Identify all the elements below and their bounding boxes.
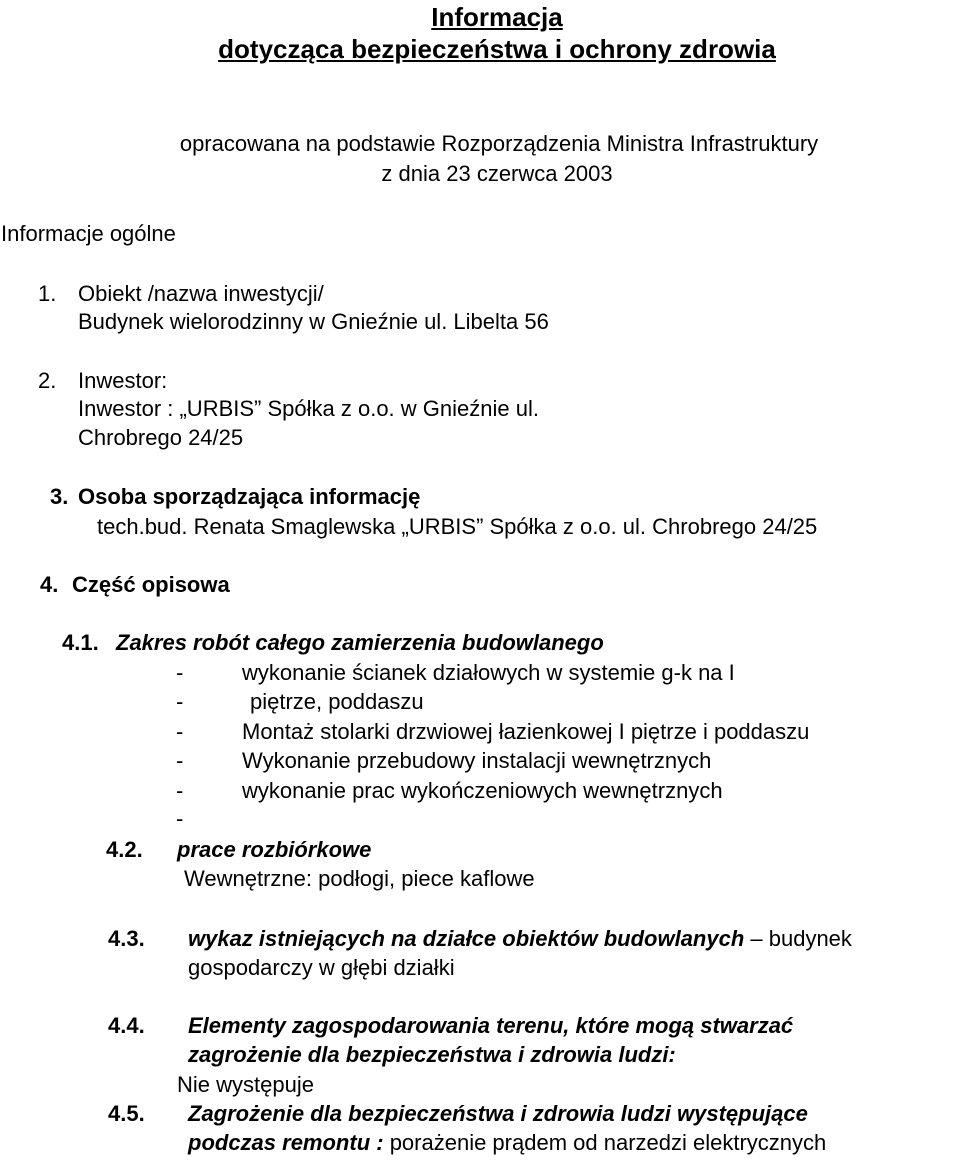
section-1-number: 1.	[38, 281, 57, 306]
section-3-number: 3.	[50, 484, 69, 509]
list-dash: -	[176, 748, 184, 773]
list-item: Wykonanie przebudowy instalacji wewnętrznych	[242, 748, 712, 773]
section-4-5-heading: Zagrożenie dla bezpieczeństwa i zdrowia ludzi występujące	[188, 1101, 808, 1126]
section-4-3-heading: wykaz istniejących na działce obiektów budowlanych	[188, 926, 745, 951]
section-4-3-number: 4.3.	[108, 926, 145, 951]
section-2-number: 2.	[38, 368, 57, 393]
section-1-heading: Obiekt /nazwa inwestycji/	[78, 281, 324, 306]
section-4-3-text-cont: gospodarczy w głębi działki	[188, 955, 455, 980]
section-4-5-line	[188, 1130, 826, 1156]
section-4-3-text: – budynek	[744, 926, 852, 951]
section-4-5-heading-cont: podczas remontu :	[188, 1130, 384, 1155]
section-4-4-heading: Elementy zagospodarowania terenu, które mogą stwarzać	[188, 1013, 794, 1038]
section-4-2-number: 4.2.	[106, 837, 143, 862]
list-item: piętrze, poddaszu	[250, 689, 424, 714]
list-dash: -	[176, 689, 184, 714]
list-item: wykonanie ścianek działowych w systemie g-k na I	[242, 660, 735, 685]
section-4-3-line	[188, 926, 852, 952]
section-4-5-number: 4.5.	[108, 1101, 145, 1126]
list-dash: -	[176, 806, 184, 831]
list-item: Montaż stolarki drzwiowej łazienkowej I piętrze i poddaszu	[242, 719, 810, 744]
general-heading: Informacje ogólne	[1, 221, 176, 246]
list-dash: -	[176, 660, 184, 685]
section-4-2-heading: prace rozbiórkowe	[177, 837, 372, 862]
section-3-text: tech.bud. Renata Smaglewska „URBIS” Spółka z o.o. ul. Chrobrego 24/25	[97, 514, 818, 539]
document-title: Informacja	[431, 2, 563, 32]
section-3-heading: Osoba sporządzająca informację	[78, 484, 421, 509]
list-dash: -	[176, 719, 184, 744]
section-4-1-heading: Zakres robót całego zamierzenia budowlanego	[116, 630, 604, 655]
section-4-1-number: 4.1.	[62, 630, 99, 655]
section-1-text: Budynek wielorodzinny w Gnieźnie ul. Libelta 56	[78, 309, 549, 334]
section-4-2-text: Wewnętrzne: podłogi, piece kaflowe	[184, 866, 535, 891]
section-4-4-heading-cont: zagrożenie dla bezpieczeństwa i zdrowia ludzi:	[188, 1042, 676, 1067]
list-item: wykonanie prac wykończeniowych wewnętrznych	[242, 778, 723, 803]
section-4-5-text: porażenie prądem od narzedzi elektrycznych	[383, 1130, 827, 1155]
section-4-4-text: Nie występuje	[177, 1072, 314, 1097]
document-title-line2: dotycząca bezpieczeństwa i ochrony zdrowia	[218, 34, 776, 64]
section-4-4-number: 4.4.	[108, 1013, 145, 1038]
section-2-text-cont: Chrobrego 24/25	[78, 425, 244, 450]
section-4-heading: Część opisowa	[72, 572, 230, 597]
section-4-number: 4.	[40, 572, 59, 597]
document-subtitle: opracowana na podstawie Rozporządzenia Ministra Infrastruktury	[179, 131, 819, 156]
document-subtitle-date: z dnia 23 czerwca 2003	[381, 161, 613, 186]
section-2-text: Inwestor : „URBIS” Spółka z o.o. w Gnieźnie ul.	[78, 396, 539, 421]
section-2-heading: Inwestor:	[78, 368, 168, 393]
list-dash: -	[176, 778, 184, 803]
